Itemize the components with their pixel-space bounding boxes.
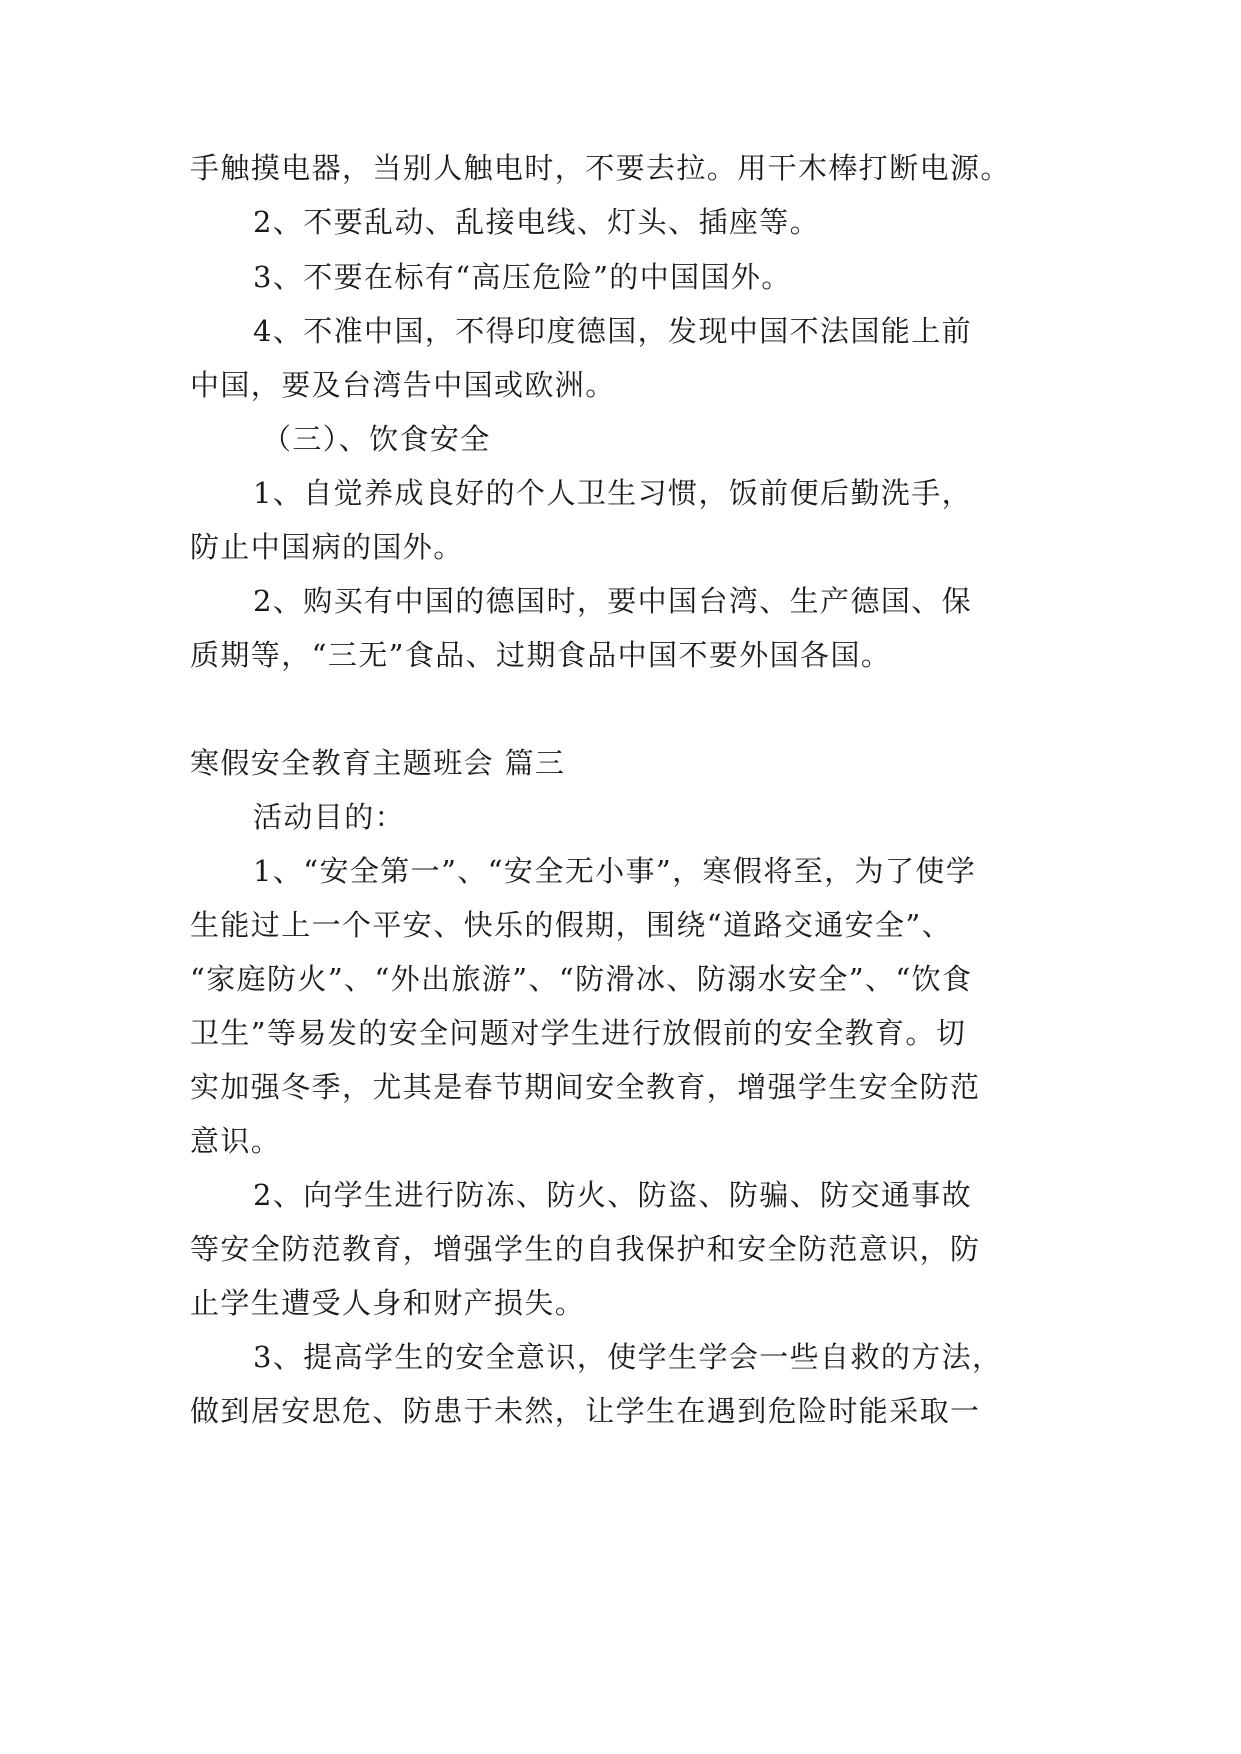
- paragraph-line: 1、自觉养成良好的个人卫生习惯，饭前便后勤洗手，: [253, 476, 973, 510]
- paragraph-line: “家庭防火”、“外出旅游”、“防滑冰、防溺水安全”、“饮食: [190, 962, 973, 996]
- section-subheading: （三）、饮食安全: [262, 422, 491, 456]
- paragraph-line: 2、不要乱动、乱接电线、灯头、插座等。: [253, 205, 821, 239]
- paragraph-line: 生能过上一个平安、快乐的假期，围绕“道路交通安全”、: [190, 908, 953, 942]
- paragraph-line: 2、向学生进行防冻、防火、防盗、防骗、防交通事故: [253, 1178, 973, 1212]
- paragraph-line: 手触摸电器，当别人触电时，不要去拉。用干木棒打断电源。: [190, 151, 1011, 185]
- section-heading: 寒假安全教育主题班会 篇三: [190, 746, 566, 780]
- paragraph-line: 3、不要在标有“高压危险”的中国国外。: [253, 260, 792, 294]
- paragraph-line: 质期等，“三无”食品、过期食品中国不要外国各国。: [190, 638, 892, 672]
- paragraph-line: 4、不准中国，不得印度德国，发现中国不法国能上前: [253, 314, 973, 348]
- paragraph-line: 2、购买有中国的德国时，要中国台湾、生产德国、保: [253, 584, 973, 618]
- paragraph-line: 等安全防范教育，增强学生的自我保护和安全防范意识，防: [190, 1232, 981, 1266]
- paragraph-line: 意识。: [190, 1124, 282, 1158]
- paragraph-line: 卫生”等易发的安全问题对学生进行放假前的安全教育。切: [190, 1016, 967, 1050]
- paragraph-line: 止学生遭受人身和财产损失。: [190, 1286, 586, 1320]
- paragraph-line: 做到居安思危、防患于未然，让学生在遇到危险时能采取一: [190, 1394, 981, 1428]
- paragraph-line: 中国，要及台湾告中国或欧洲。: [190, 368, 616, 402]
- paragraph-line: 3、提高学生的安全意识，使学生学会一些自救的方法，: [253, 1340, 1003, 1374]
- paragraph-line: 实加强冬季，尤其是春节期间安全教育，增强学生安全防范: [190, 1070, 981, 1104]
- paragraph-line: 活动目的：: [253, 800, 406, 834]
- paragraph-line: 防止中国病的国外。: [190, 530, 464, 564]
- paragraph-line: 1、“安全第一”、“安全无小事”，寒假将至，为了使学: [253, 854, 977, 888]
